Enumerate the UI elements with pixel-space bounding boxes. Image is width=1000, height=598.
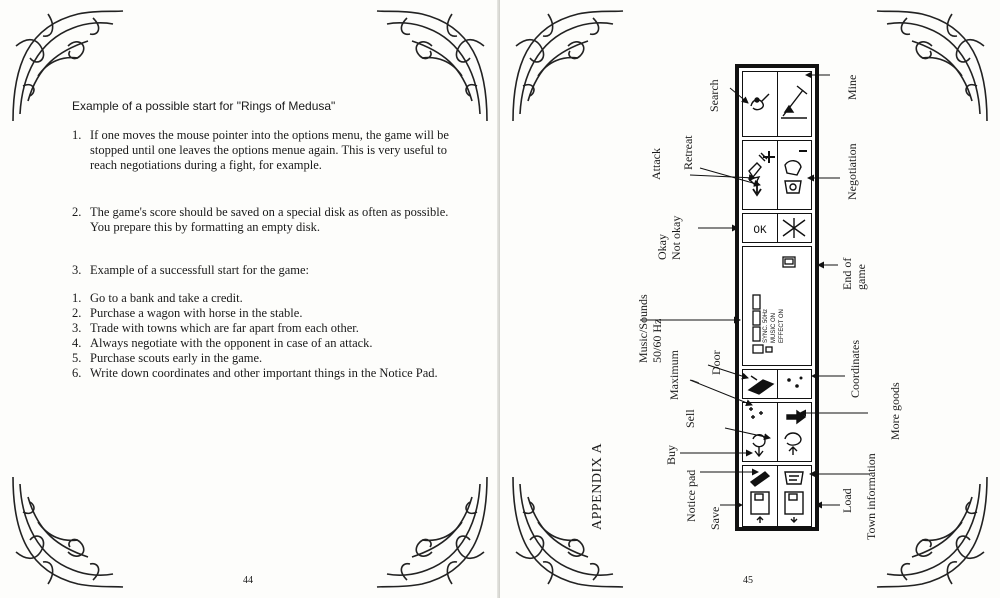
menu-trade <box>742 402 812 462</box>
page-number: 45 <box>743 575 753 586</box>
okay-button[interactable] <box>743 214 778 242</box>
page-number: 44 <box>243 575 253 586</box>
label-more-goods: More goods <box>888 382 902 440</box>
label-buy: Buy <box>664 444 678 465</box>
note-number: 2. <box>72 205 82 219</box>
label-slash: / <box>688 379 702 383</box>
ornament-corner-icon <box>372 472 492 592</box>
menu-settings-panel <box>742 246 812 366</box>
label-retreat: Retreat <box>681 135 695 170</box>
menu-search-mine <box>742 71 812 137</box>
effect-text: EFFECT ON <box>779 309 785 343</box>
label-end-of-game <box>840 258 868 290</box>
door-button[interactable] <box>743 370 778 398</box>
label-coordinates: Coordinates <box>848 340 862 398</box>
step-number: 2. <box>72 306 82 320</box>
label-save: Save <box>708 506 722 530</box>
menu-attack-negotiation <box>742 140 812 210</box>
list-item <box>72 366 462 381</box>
appendix-title: APPENDIX A <box>590 442 605 530</box>
options-menu <box>735 64 819 531</box>
note-number: 1. <box>72 128 82 142</box>
label-music-sounds <box>636 294 664 363</box>
menu-door-coords <box>742 369 812 399</box>
note-number: 3. <box>72 263 82 277</box>
list-item <box>72 306 462 321</box>
label-okay: Okay <box>655 234 669 260</box>
step-number: 4. <box>72 336 82 350</box>
start-steps-list <box>72 291 462 381</box>
search-button[interactable] <box>743 72 778 136</box>
notice-save-button[interactable] <box>743 466 778 526</box>
menu-ok-notok <box>742 213 812 243</box>
step-text: Purchase a wagon with horse in the stable. <box>90 306 303 320</box>
label-okay-not-okay <box>655 216 683 260</box>
note-item <box>72 128 462 173</box>
not-okay-button[interactable] <box>777 214 811 242</box>
label-maximum: Maximum <box>667 350 681 400</box>
ornament-corner-icon <box>8 472 128 592</box>
label-negotiation: Negotiation <box>845 143 859 200</box>
mine-button[interactable] <box>777 72 811 136</box>
attack-retreat-button[interactable] <box>743 141 778 209</box>
note-item <box>72 263 462 278</box>
step-number: 1. <box>72 291 82 305</box>
label-end-line1: End of <box>840 257 854 290</box>
label-sell: Sell <box>683 409 697 428</box>
step-number: 6. <box>72 366 82 380</box>
intro-heading: Example of a possible start for "Rings of Medusa" <box>72 99 336 113</box>
label-load: Load <box>840 488 854 513</box>
list-item <box>72 291 462 306</box>
list-item <box>72 321 462 336</box>
label-not-okay: Not okay <box>669 215 683 260</box>
label-attack: Attack <box>649 148 663 180</box>
label-music-line1: Music/Sounds <box>636 294 650 363</box>
label-town-information: Town information <box>864 453 878 540</box>
ornament-corner-icon <box>372 6 492 126</box>
sync-text: SYNC. 50Hz <box>763 308 769 343</box>
ornament-corner-icon <box>872 6 992 126</box>
more-goods-button[interactable] <box>777 403 811 461</box>
step-text: Purchase scouts early in the game. <box>90 351 263 365</box>
town-load-button[interactable] <box>777 466 811 526</box>
ok-text: OK <box>753 225 767 237</box>
ornament-corner-icon <box>508 6 628 126</box>
label-door: Door <box>709 350 723 375</box>
music-text: MUSIC ON <box>771 313 777 343</box>
note-text: The game's score should be saved on a special disk as often as possible. You prepare this by formatting an empty disk. <box>90 205 449 234</box>
step-text: Trade with towns which are far apart from each other. <box>90 321 359 335</box>
step-number: 3. <box>72 321 82 335</box>
coordinates-button[interactable] <box>777 370 811 398</box>
note-text: If one moves the mouse pointer into the options menu, the game will be stopped until one leaves the options menue again. This is very useful to reach negotiations during a fight, for example. <box>90 128 449 172</box>
ornament-corner-icon <box>508 472 628 592</box>
label-notice-pad: Notice pad <box>684 469 698 522</box>
note-item <box>72 205 462 235</box>
label-mine: Mine <box>845 74 859 100</box>
list-item <box>72 351 462 366</box>
step-number: 5. <box>72 351 82 365</box>
menu-files <box>742 465 812 527</box>
ornament-corner-icon <box>872 472 992 592</box>
step-text: Write down coordinates and other important things in the Notice Pad. <box>90 366 438 380</box>
label-music-line2: 50/60 Hz <box>650 318 664 363</box>
note-text: Example of a successfull start for the game: <box>90 263 310 277</box>
label-search: Search <box>707 79 721 112</box>
negotiation-button[interactable] <box>777 141 811 209</box>
list-item <box>72 336 462 351</box>
step-text: Always negotiate with the opponent in case of an attack. <box>90 336 373 350</box>
label-end-line2: game <box>854 264 868 290</box>
step-text: Go to a bank and take a credit. <box>90 291 243 305</box>
buy-sell-button[interactable] <box>743 403 778 461</box>
settings-icon <box>743 247 810 364</box>
